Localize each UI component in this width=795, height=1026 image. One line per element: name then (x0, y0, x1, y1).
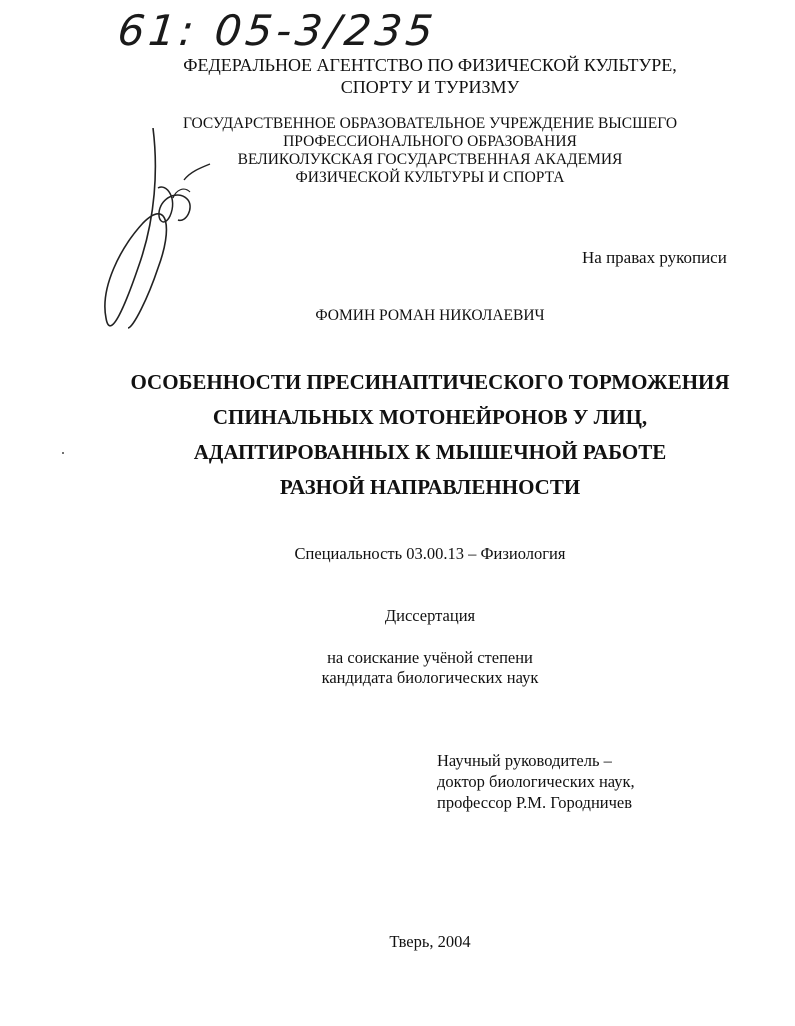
document-type: Диссертация (384, 606, 476, 625)
supervisor-line-2: доктор биологических наук, (437, 772, 635, 791)
rights-note: На правах рукописи (582, 248, 727, 267)
scientific-supervisor (437, 750, 635, 813)
institution-line-4: ФИЗИЧЕСКОЙ КУЛЬТУРЫ И СПОРТА (295, 169, 565, 186)
title-line-4: РАЗНОЙ НАПРАВЛЕННОСТИ (279, 475, 581, 499)
place-and-year: Тверь, 2004 (389, 932, 471, 951)
supervisor-line-3: профессор Р.М. Городничев (437, 793, 633, 812)
degree-line-2: кандидата биологических наук (321, 668, 539, 687)
institution-line-2: ПРОФЕССИОНАЛЬНОГО ОБРАЗОВАНИЯ (283, 133, 577, 150)
agency-line-2: СПОРТУ И ТУРИЗМУ (340, 77, 520, 97)
archive-code-handwritten: 61: 05-3/235 (115, 6, 440, 55)
title-line-3: АДАПТИРОВАННЫХ К МЫШЕЧНОЙ РАБОТЕ (193, 440, 667, 464)
institution-line-3: ВЕЛИКОЛУКСКАЯ ГОСУДАРСТВЕННАЯ АКАДЕМИЯ (237, 151, 623, 168)
degree-sought (0, 648, 795, 688)
agency-line-1: ФЕДЕРАЛЬНОЕ АГЕНТСТВО ПО ФИЗИЧЕСКОЙ КУЛЬТУРЕ, (183, 55, 677, 75)
title-line-1: ОСОБЕННОСТИ ПРЕСИНАПТИЧЕСКОГО ТОРМОЖЕНИЯ (130, 370, 730, 394)
institution-header (0, 115, 795, 187)
agency-header (0, 54, 795, 98)
supervisor-line-1: Научный руководитель – (437, 751, 612, 770)
specialty: Специальность 03.00.13 – Физиология (294, 544, 566, 563)
title-line-2: СПИНАЛЬНЫХ МОТОНЕЙРОНОВ У ЛИЦ, (212, 405, 648, 429)
dissertation-title (0, 365, 795, 505)
institution-line-1: ГОСУДАРСТВЕННОЕ ОБРАЗОВАТЕЛЬНОЕ УЧРЕЖДЕНИЕ ВЫСШЕГО (182, 115, 678, 132)
scan-speck (62, 452, 64, 454)
degree-line-1: на соискание учёной степени (327, 648, 533, 667)
author-name: ФОМИН РОМАН НИКОЛАЕВИЧ (315, 307, 545, 324)
